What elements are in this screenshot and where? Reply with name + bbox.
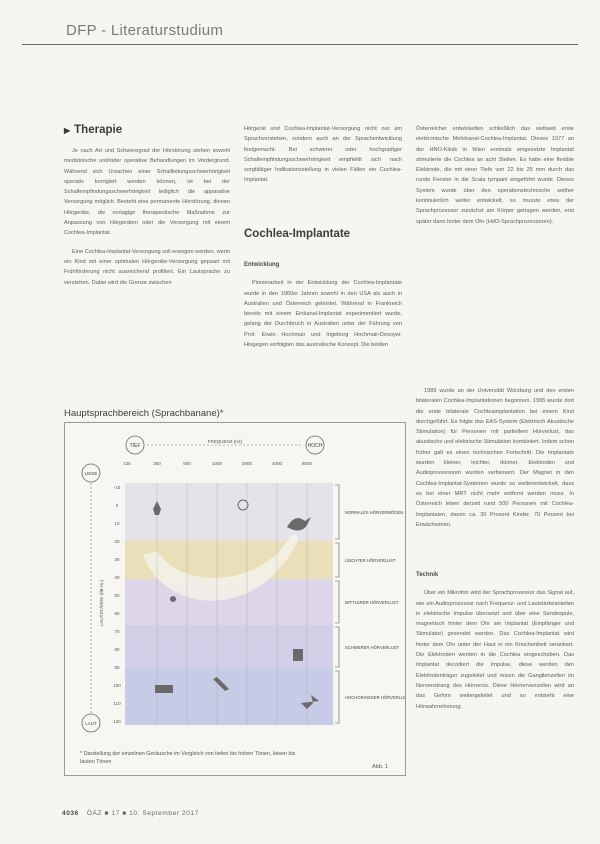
figure-title: Hauptsprachbereich (Sprachbanane)* bbox=[64, 408, 224, 419]
frequency-ticks bbox=[123, 461, 312, 466]
cochlea-column bbox=[244, 260, 402, 358]
grade-label: NORMALES HÖRVERMÖGEN bbox=[345, 510, 404, 515]
therapie-heading-text: Therapie bbox=[74, 124, 123, 136]
freq-tick: 500 bbox=[183, 461, 191, 466]
db-ticks bbox=[113, 485, 121, 724]
therapie-heading bbox=[64, 124, 122, 136]
col2-top-paragraph: Hörgerät und Cochlea-Implantat-Versorgung nicht nur am Sprachverstehen, sondern auch an der Sprachentwicklung festgemacht. Bei schwerer oder hochgradiger Schallempfindungsschwerhörigkeit empfiehlt sich nach sorgfältiger Indikationsstellung in vielen Fällen ein Cochlea-Implantat. bbox=[244, 126, 402, 184]
frequency-axis-label: FREQUENZ (Hz) bbox=[207, 439, 243, 444]
db-tick: 30 bbox=[114, 557, 120, 562]
page-header-title: DFP - Literaturstudium bbox=[66, 22, 224, 39]
column-3-top bbox=[416, 124, 574, 235]
figure-box bbox=[64, 422, 406, 776]
db-tick: -10 bbox=[113, 485, 121, 490]
db-tick: 110 bbox=[113, 701, 121, 706]
technik-subheading: Technik bbox=[416, 572, 439, 578]
db-tick: 40 bbox=[114, 575, 120, 580]
grade-label: LEICHTER HÖRVERLUST bbox=[345, 558, 396, 563]
piano-icon bbox=[293, 649, 303, 661]
truck-icon bbox=[155, 685, 173, 693]
freq-tick: 1000 bbox=[211, 461, 223, 466]
freq-tick: 8000 bbox=[301, 461, 313, 466]
db-tick: 90 bbox=[114, 665, 120, 670]
cochlea-paragraph-1: Pionierarbeit in der Entwicklung der Cochlea-Implantate wurde in den 1960er Jahren sowohl in den USA als auch in Australien und Österreich geleistet. Während in Frankreich bereits mit einem Einkanal-Implantat experimentiert wurde, gelang der Durchbruch in Australien unter der Führung von Prof. Erwin Hochmair und Ingeborg Hochmair-Desoyer. Hingegen verfolgten das australische Konzept. Die beiden bbox=[244, 280, 402, 349]
db-tick: 0 bbox=[115, 503, 119, 508]
leise-label: LEISE bbox=[84, 471, 98, 476]
section-arrow-icon: ▶ bbox=[64, 126, 71, 135]
db-tick: 120 bbox=[113, 719, 121, 724]
hoch-label: HOCH bbox=[307, 443, 323, 449]
footer-issue: ÖÄZ ■ 17 ■ 10. September 2017 bbox=[86, 810, 199, 817]
freq-tick: 4000 bbox=[271, 461, 283, 466]
db-tick: 10 bbox=[114, 521, 120, 526]
col3-top-paragraph: Österreicher entwickelten schließlich das weltweit erste elektronische Mehrkanal-Cochlea-Implantat. Dieses 1977 an der HNO-Klinik in Wien erstmals eingesetzte Implantat stimulierte die Cochlea an acht Stellen. Es hatte eine flexible Elektrode, die mit einer Tiefe von 22 bis 25 mm durch das runde Fenster in die Scala tympani eingeführt wurde. Dieses System wurde über den operationstechnische seither kontinuierlich weiter entwickelt, so musste etwa der Sprachprozessor zunächst am Körper getragen werden, erst später dann hinter dem Ohr (HdO-Sprachprozessoren). bbox=[416, 126, 574, 225]
figure-number: Abb. 1 bbox=[372, 764, 389, 770]
band-hochgradig bbox=[125, 669, 333, 725]
col3-middle-paragraph: 1989 wurde an der Universität Würzburg und den ersten bilateralen Cochlea-Implantationen begonnen. 1995 wurde dort die erste bilaterale Cochleaimplantation bei einem Kind durchgeführt. Es folgte das EAS-System (Elektrisch Akustische Stimulation) für Personen mit partiellem Hörverlust, das akustische und elektrische Stimulation kombiniert. Indem schon früher galt es einen technischen Fortschritt. Die Implantate wurden kleiner, leichter, dünner. Elektroden und Audioprozessoren wurden verbessert. Der Magnet in den Cochlea-Implantat-Systemen wurde so weiterentwickelt, dass es bei einer MRT nicht mehr entfernt werden muss. In Österreich leben derzeit rund 500 Personen mit Cochlea-Implantaten, davon ca. 30 Prozent Kinder, 70 Prozent bei Erwachsenen. bbox=[416, 388, 574, 528]
column-2-top bbox=[244, 124, 402, 194]
technik-paragraph: Über ein Mikrofon wird der Sprachprozessor das Signal auf, wie ein Audioprozessor nach Frequenz- und Lautstärkeanteilen in elektrische Impulse übersetzt und über eine Sendespule, magnetisch hinter dem Ohr am Implantat (Empfänger und Stimulator) gesendet werden. Das Cochlea-Implantat wird hinter dem Ohr unter der Haut in ein Knochenbett verankert. Die Elektroden werden in die Cochlea eingeschoben. Das Implantat decodiert die Impulse, diese werden den Elektrodenträger zugeleitet und reizen die Ganglienzellen im Nervenstrang des Hörnervs. Diese Hörnervenzellen wird an das Gehirn weitergeleitet und so entsteht eine Hörwahrnehmung. bbox=[416, 590, 574, 710]
grade-label: SCHWERER HÖRVERLUST bbox=[345, 645, 400, 650]
figure-caption: * Darstellung der einzelnen Geräusche im Vergleich von tiefen bis hohen Tönen, leisen bis lauten Tönen bbox=[80, 751, 296, 765]
entwicklung-subheading: Entwicklung bbox=[244, 262, 280, 268]
grade-label: HOCHGRADIGER HÖRVERLUST bbox=[345, 695, 405, 700]
tief-label: TIEF bbox=[129, 443, 141, 449]
grade-brackets bbox=[335, 485, 339, 723]
page-footer bbox=[62, 810, 199, 817]
band-schwer bbox=[125, 625, 333, 669]
db-tick: 20 bbox=[114, 539, 120, 544]
freq-tick: 250 bbox=[153, 461, 161, 466]
db-tick: 50 bbox=[114, 593, 120, 598]
therapie-column bbox=[64, 146, 230, 296]
therapie-paragraph-1: Je nach Art und Schweregrad der Hörstörung stehen sowohl medizinische und/oder operative Behandlungen im Vordergrund. Während sich Ursachen einer Schallleitungsschwerhörigkeit operativ korrigiert werden können, ist bei der Schallempfindungsschwerhörigkeit lediglich die apparative Versorgung möglich. Besteht eine permanente Hörstörung, dienen Hörgeräte, die vorlagige therapeutische Maßnahme zur Anpassung von Hörgeräten oder die Versorgung mit einem Cochlea-Implantat. bbox=[64, 148, 230, 237]
db-tick: 70 bbox=[114, 629, 120, 634]
header-rule bbox=[22, 44, 578, 45]
therapie-paragraph-2: Eine Cochlea-Implantat-Versorgung soll erwogen werden, wenn ein Kind mit einer optimalen Hörgeräte-Versorgung gepaart mit Frühförderung nicht ausreichend profitiert. Ein Lautsprache zu verstehen. Dabei wird die Grenze zwischen bbox=[64, 248, 230, 286]
sprachbanane-figure bbox=[65, 423, 405, 775]
grade-labels bbox=[345, 510, 405, 700]
column-3-technik bbox=[416, 570, 574, 720]
speech-sound-dot bbox=[170, 596, 176, 602]
freq-tick: 125 bbox=[123, 461, 131, 466]
loudness-axis-label: LAUTSTÄRKE (dB HL) bbox=[99, 579, 104, 627]
db-tick: 100 bbox=[113, 683, 121, 688]
db-tick: 60 bbox=[114, 611, 120, 616]
cochlea-heading: Cochlea-Implantate bbox=[244, 228, 351, 240]
db-tick: 80 bbox=[114, 647, 120, 652]
freq-tick: 2000 bbox=[241, 461, 253, 466]
column-3-middle bbox=[416, 386, 574, 538]
page-number: 4036 bbox=[62, 810, 79, 817]
laut-label: LAUT bbox=[85, 721, 97, 726]
grade-label: MITTLERER HÖRVERLUST bbox=[345, 600, 399, 605]
